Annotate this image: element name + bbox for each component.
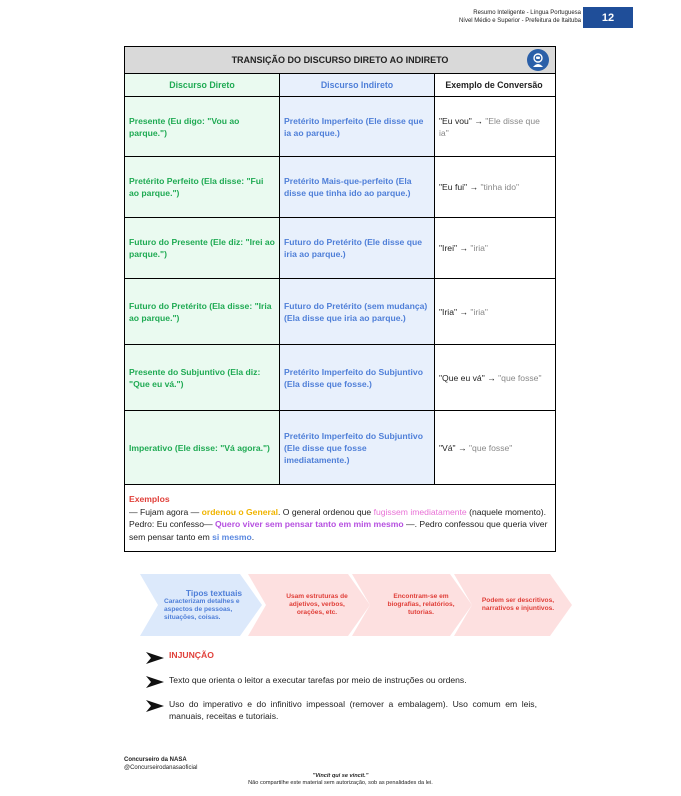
header-info [459,9,581,25]
table-header-row [125,74,555,97]
example-original: "Iria" → [439,306,471,317]
arrow-3 [380,574,462,636]
cell-direct: Pretérito Perfeito (Ela disse: "Fui ao parque.") [125,157,280,217]
example-converted: "que fosse" [468,442,513,453]
arrow-bullet-icon [145,651,165,665]
cell-example [435,218,553,278]
bullet-text-2: Uso do imperativo e do infinitivo impessoal (remover a embalagem). Uso comum em leis, manuais, receitas e tutoriais. [169,699,537,721]
bullet-heading [145,650,537,665]
brand-name: Concurseiro da NASA [124,757,187,763]
arrow-2-text: Usam estruturas de adjetivos, verbos, orações, etc. [286,593,348,616]
cell-indirect: Futuro do Pretérito (Ele disse que iria ao parque.) [280,218,435,278]
arrow-bullet-icon [145,675,165,689]
ex-part: (naquele momento). Pedro: Eu confesso— [129,506,547,529]
cell-direct: Futuro do Pretérito (Ela disse: "Iria ao parque.") [125,279,280,344]
ex-highlight-blue: si mesmo [212,531,252,542]
footer-motto: "Vincit qui se vincit." [312,773,369,779]
arrow-1 [164,574,264,636]
table-row [125,345,555,411]
injunction-heading: INJUNÇÃO [169,650,214,660]
bullet-item [145,698,537,722]
cell-example [435,279,553,344]
arrow-1-text: Caracterizam detalhes e aspectos de pessoas, situações, coisas. [164,598,240,621]
example-original: "Que eu vá" → [439,372,499,383]
cell-indirect: Pretérito Imperfeito (Ele disse que ia ao parque.) [280,97,435,156]
arrow-4-text: Podem ser descritivos, narrativos e injuntivos. [481,597,555,612]
arrow-1-title: Tipos textuais [185,588,243,598]
table-row [125,411,555,485]
injunction-section [145,650,537,731]
astronaut-icon [527,49,549,71]
examples-box [125,485,555,551]
example-converted: "tinha ido" [480,182,520,192]
arrow-2 [276,574,358,636]
arrow-3-text: Encontram-se em biografias, relatórios, tutorias. [387,593,455,616]
example-original: "Eu vou" → [439,115,486,126]
footer-center [0,773,681,787]
header-line-2: Nível Médio e Superior - Prefeitura de Itaituba [458,18,581,24]
table-row [125,279,555,345]
examples-text [129,506,551,544]
cell-direct: Presente do Subjuntivo (Ela diz: "Que eu vá.") [125,345,280,410]
example-original: "Vá" → [439,442,469,453]
ex-part: . [251,531,255,542]
bullet-text-1: Texto que orienta o leitor a executar tarefas por meio de instruções ou ordens. [169,675,467,685]
ex-part: . O general ordenou que [278,506,374,517]
ex-highlight-orange: ordenou o General [201,506,278,517]
table-row [125,97,555,157]
cell-example [435,157,553,217]
table-title-bar [125,47,555,74]
table-row [125,218,555,279]
footer-brand [124,756,197,772]
ex-part: —. Pedro confessou que queria viver sem pensar tanto em [129,519,548,542]
ex-highlight-purple: Quero viver sem pensar tanto em mim mesmo [214,519,404,529]
example-converted: "que fosse" [498,372,542,383]
cell-example [435,345,553,410]
ex-highlight-pink: fugissem imediatamente [373,506,467,517]
table-title: TRANSIÇÃO DO DISCURSO DIRETO AO INDIRETO [231,55,449,65]
cell-direct: Imperativo (Ele disse: "Vá agora.") [125,411,280,484]
cell-indirect: Pretérito Imperfeito do Subjuntivo (Ela disse que fosse.) [280,345,435,410]
example-original: "Irei" → [439,243,471,253]
cell-indirect: Pretérito Mais-que-perfeito (Ela disse que tinha ido ao parque.) [280,157,435,217]
example-converted: "Ele disse que ia" [439,115,540,138]
examples-title: Exemplos [129,494,170,504]
header-indirect: Discurso Indireto [280,74,435,96]
header-line-1: Resumo Inteligente - Língua Portuguesa [473,10,581,16]
transition-table [124,46,556,552]
ex-part: — Fujam agora — [129,506,202,517]
table-row [125,157,555,218]
page-number: 12 [583,7,633,28]
brand-handle: @Concurseirodanasaoficial [124,765,198,771]
cell-direct: Presente (Eu digo: "Vou ao parque.") [125,97,280,156]
cell-indirect: Pretérito Imperfeito do Subjuntivo (Ele disse que fosse imediatamente.) [280,411,435,484]
header-direct: Discurso Direto [125,74,280,96]
example-converted: "iria" [470,243,488,253]
example-original: "Eu fui" → [439,182,481,192]
cell-example [435,97,553,156]
header-example: Exemplo de Conversão [435,74,553,96]
cell-example [435,411,553,484]
arrow-bullet-icon [145,699,165,713]
footer-notice: Não compartilhe este material sem autorização, sob as penalidades da lei. [248,780,433,786]
cell-direct: Futuro do Presente (Ele diz: "Irei ao parque.") [125,218,280,278]
cell-indirect: Futuro do Pretérito (sem mudança) (Ela disse que iria ao parque.) [280,279,435,344]
example-converted: "iria" [470,306,488,317]
arrow-4 [480,574,556,636]
bullet-item [145,674,537,689]
